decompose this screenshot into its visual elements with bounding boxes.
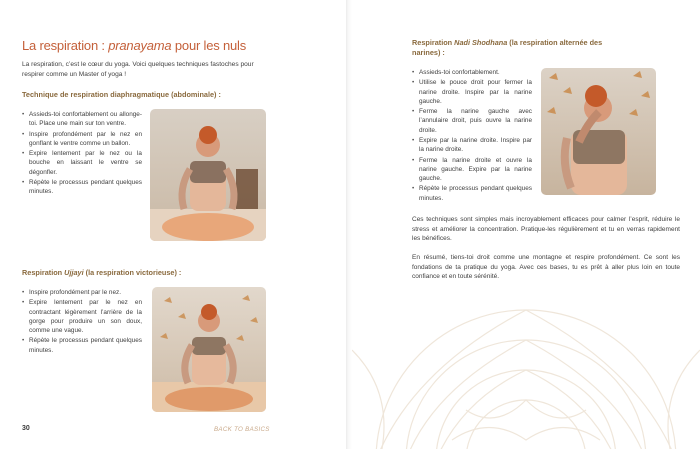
list-item: • Inspire profondément par le nez. [22, 288, 142, 297]
title-main: La respiration : [22, 38, 109, 53]
mandala-ornament [352, 290, 700, 449]
list-item: • Inspire profondément par le nez en gonflant le ventre comme un ballon. [22, 130, 142, 148]
left-page [0, 0, 346, 449]
page-number: 30 [22, 425, 30, 432]
title-italic: pranayama [108, 38, 172, 53]
list-item: • Répète le processus pendant quelques minutes. [22, 178, 142, 196]
running-footer: BACK TO BASICS [214, 426, 270, 433]
section-heading-diaphragmatic: Technique de respiration diaphragmatique (abdominale) : [22, 90, 221, 99]
list-item: • Ferme la narine droite et ouvre la narine gauche. Expire par la narine gauche. [412, 156, 532, 184]
list-item: • Assieds-toi confortablement ou allonge-toi. Place une main sur ton ventre. [22, 110, 142, 128]
list-item: • Expire lentement par le nez ou la bouche en laissant le ventre se dégonfler. [22, 149, 142, 177]
photo-ujjayi [152, 287, 266, 412]
intro-text: La respiration, c’est le cœur du yoga. Voici quelques techniques fastoches pour respirer comme un Master of yoga ! [22, 61, 254, 78]
page-title [22, 38, 246, 53]
diaphragmatic-steps [22, 110, 142, 198]
list-item: • Répète le processus pendant quelques minutes. [22, 336, 142, 354]
photo-nadi-shodhana [541, 68, 656, 195]
paragraph-benefits: Ces techniques sont simples mais incroyablement efficaces pour calmer l’esprit, réduire le stress et améliorer la concentration. Pratique-les régulièrement et tu en verras rapidement les bénéfices. [412, 216, 680, 242]
list-item: • Assieds-toi confortablement. [412, 68, 532, 77]
title-end: pour les nuls [171, 38, 246, 53]
list-item: • Répète le processus pendant quelques minutes. [412, 184, 532, 202]
photo-diaphragmatic [150, 109, 266, 241]
section-heading-ujjayi: Respiration Ujjayi (la respiration victorieuse) : [22, 268, 182, 277]
section-heading-nadi-shodhana: Respiration Nadi Shodhana (la respiration alternée des narines) : [412, 38, 603, 57]
list-item: • Ferme la narine gauche avec l’annulaire droit, puis ouvre la narine droite. [412, 107, 532, 135]
nadi-shodhana-steps [412, 68, 532, 204]
list-item: • Expire par la narine droite. Inspire par la narine droite. [412, 136, 532, 154]
right-page [352, 0, 700, 449]
ujjayi-steps [22, 288, 142, 356]
list-item: • Expire lentement par le nez en contractant légèrement l’arrière de la gorge pour produire un son doux, comme une vague. [22, 298, 142, 335]
paragraph-summary: En résumé, tiens-toi droit comme une montagne et respire profondément. Ce sont les fondations de ta pratique du yoga. Avec ces bases, tu es prêt à aller plus loin en toute confiance et en toute sérénité. [412, 254, 680, 280]
list-item: • Utilise le pouce droit pour fermer la narine droite. Inspire par la narine gauche. [412, 78, 532, 106]
